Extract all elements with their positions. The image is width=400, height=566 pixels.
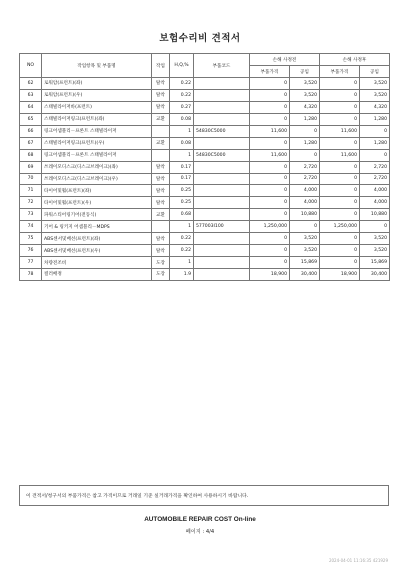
table-row xyxy=(20,221,390,233)
cell-hqs: 0.25 xyxy=(170,185,194,197)
cell-code xyxy=(194,185,250,197)
cell-item: 스태빌라이저바(프런트) xyxy=(42,101,152,113)
cell-before-part-price: 0 xyxy=(250,245,290,257)
cell-code xyxy=(194,257,250,269)
cell-item: 타이어및휠(프런트)(우) xyxy=(42,197,152,209)
cell-after-part-price: 11,600 xyxy=(320,125,360,137)
table-row xyxy=(20,245,390,257)
cell-after-part-price: 0 xyxy=(320,257,360,269)
cell-item: 로워암(프런트)(좌) xyxy=(42,78,152,90)
cell-before-part-price: 0 xyxy=(250,197,290,209)
header-code: 부품코드 xyxy=(194,54,250,78)
cell-work xyxy=(152,125,170,137)
cell-before-labor: 30,400 xyxy=(290,269,320,281)
cell-code: 577003I100 xyxy=(194,221,250,233)
header-item: 작업항목 및 부품명 xyxy=(42,54,152,78)
cell-before-part-price: 0 xyxy=(250,161,290,173)
cell-work xyxy=(152,221,170,233)
cell-item: 링크어셈블리－프론트 스태빌라이저 xyxy=(42,149,152,161)
cell-work: 도장 xyxy=(152,269,170,281)
cell-hqs: 1 xyxy=(170,221,194,233)
table-row xyxy=(20,209,390,221)
cell-before-labor: 0 xyxy=(290,221,320,233)
cell-after-labor: 2,720 xyxy=(360,173,390,185)
cell-code xyxy=(194,113,250,125)
cell-hqs: 0.22 xyxy=(170,233,194,245)
cell-after-labor: 4,320 xyxy=(360,101,390,113)
cell-after-part-price: 0 xyxy=(320,78,360,90)
cell-after-part-price: 0 xyxy=(320,113,360,125)
cell-before-labor: 15,869 xyxy=(290,257,320,269)
cell-before-part-price: 0 xyxy=(250,209,290,221)
cell-hqs: 1 xyxy=(170,125,194,137)
cell-after-part-price: 18,900 xyxy=(320,269,360,281)
cell-no: 77 xyxy=(20,257,42,269)
table-row xyxy=(20,173,390,185)
cell-before-labor: 3,520 xyxy=(290,233,320,245)
header-before-part-price: 부품가격 xyxy=(250,66,290,78)
cell-no: 75 xyxy=(20,233,42,245)
cell-hqs: 0.22 xyxy=(170,245,194,257)
cell-hqs: 0.08 xyxy=(170,113,194,125)
cell-before-part-price: 0 xyxy=(250,89,290,101)
cell-hqs: 1.9 xyxy=(170,269,194,281)
cell-work: 교환 xyxy=(152,113,170,125)
cell-after-labor: 3,520 xyxy=(360,245,390,257)
table-row xyxy=(20,233,390,245)
cell-before-labor: 4,000 xyxy=(290,197,320,209)
cell-no: 74 xyxy=(20,221,42,233)
table-row xyxy=(20,78,390,90)
cell-no: 73 xyxy=(20,209,42,221)
cell-before-labor: 0 xyxy=(290,125,320,137)
print-stamp: 2024-04-01 11:16:35 421929 xyxy=(328,558,388,563)
cell-hqs: 1 xyxy=(170,257,194,269)
header-after-part-price: 부품가격 xyxy=(320,66,360,78)
cell-work: 탈착 xyxy=(152,161,170,173)
cell-before-part-price: 0 xyxy=(250,185,290,197)
cell-work: 교환 xyxy=(152,209,170,221)
cell-code: 54830C5000 xyxy=(194,149,250,161)
cell-hqs: 0.17 xyxy=(170,161,194,173)
cell-item: ABS센서및배선(프런트)(우) xyxy=(42,245,152,257)
header-no: NO xyxy=(20,54,42,78)
cell-code xyxy=(194,173,250,185)
cell-after-labor: 0 xyxy=(360,125,390,137)
cell-after-part-price: 11,600 xyxy=(320,149,360,161)
cell-before-part-price: 1,250,000 xyxy=(250,221,290,233)
document-title: 보험수리비 견적서 xyxy=(159,33,241,44)
cell-after-part-price: 0 xyxy=(320,209,360,221)
cell-before-labor: 0 xyxy=(290,149,320,161)
cell-after-part-price: 0 xyxy=(320,89,360,101)
cell-code xyxy=(194,245,250,257)
cell-before-part-price: 0 xyxy=(250,113,290,125)
cell-before-part-price: 0 xyxy=(250,101,290,113)
header-before-labor: 공임 xyxy=(290,66,320,78)
cell-after-labor: 3,520 xyxy=(360,233,390,245)
cell-before-part-price: 11,600 xyxy=(250,149,290,161)
cell-code xyxy=(194,233,250,245)
header-after-labor: 공임 xyxy=(360,66,390,78)
cell-code xyxy=(194,101,250,113)
cell-after-labor: 1,280 xyxy=(360,113,390,125)
cell-item: ABS센서및배선(프런트)(좌) xyxy=(42,233,152,245)
cell-hqs: 1 xyxy=(170,149,194,161)
cell-before-part-price: 0 xyxy=(250,173,290,185)
cell-code xyxy=(194,78,250,90)
cell-work: 탈착 xyxy=(152,173,170,185)
cell-work: 탈착 xyxy=(152,78,170,90)
cell-after-labor: 0 xyxy=(360,149,390,161)
table-row xyxy=(20,125,390,137)
header-work: 작업 xyxy=(152,54,170,78)
cell-code xyxy=(194,89,250,101)
cell-before-labor: 3,520 xyxy=(290,89,320,101)
cell-work xyxy=(152,149,170,161)
cell-hqs: 0.08 xyxy=(170,137,194,149)
cell-hqs: 0.22 xyxy=(170,89,194,101)
price-notice: 이 견적서/청구서의 부품가격은 참고 가격이므로 거래일 기준 실거래가격을 확인하여 사용하시기 바랍니다. xyxy=(19,485,389,506)
cell-item: 쓰레이모디스크(디스크브레이크)(우) xyxy=(42,173,152,185)
cell-no: 62 xyxy=(20,78,42,90)
cell-after-labor: 30,400 xyxy=(360,269,390,281)
table-row xyxy=(20,269,390,281)
cell-no: 63 xyxy=(20,89,42,101)
cell-after-part-price: 0 xyxy=(320,173,360,185)
cell-item: 컬러배정 xyxy=(42,269,152,281)
cell-hqs: 0.68 xyxy=(170,209,194,221)
cell-code xyxy=(194,209,250,221)
cell-before-labor: 1,280 xyxy=(290,113,320,125)
cell-before-labor: 2,720 xyxy=(290,161,320,173)
cell-no: 72 xyxy=(20,197,42,209)
cell-after-labor: 2,720 xyxy=(360,161,390,173)
cell-after-part-price: 0 xyxy=(320,245,360,257)
cell-work: 교환 xyxy=(152,137,170,149)
cell-hqs: 0.25 xyxy=(170,197,194,209)
cell-after-part-price: 0 xyxy=(320,101,360,113)
cell-code xyxy=(194,161,250,173)
cell-before-labor: 4,000 xyxy=(290,185,320,197)
table-row xyxy=(20,101,390,113)
cell-code: 54830C5000 xyxy=(194,125,250,137)
cell-after-labor: 3,520 xyxy=(360,89,390,101)
cell-work: 탈착 xyxy=(152,89,170,101)
cell-before-labor: 10,880 xyxy=(290,209,320,221)
cell-work: 탈착 xyxy=(152,245,170,257)
cell-item: 스태빌라이저링크(프런트)(좌) xyxy=(42,113,152,125)
cell-after-labor: 1,280 xyxy=(360,137,390,149)
cell-before-part-price: 0 xyxy=(250,233,290,245)
cell-after-labor: 15,869 xyxy=(360,257,390,269)
cell-work: 탈착 xyxy=(152,185,170,197)
cell-before-part-price: 18,900 xyxy=(250,269,290,281)
cell-item: 링크어셈블리－프론트 스태빌라이저 xyxy=(42,125,152,137)
cell-after-part-price: 1,250,000 xyxy=(320,221,360,233)
cell-hqs: 0.17 xyxy=(170,173,194,185)
cell-no: 66 xyxy=(20,125,42,137)
table-row xyxy=(20,149,390,161)
cell-code xyxy=(194,137,250,149)
cell-work: 탈착 xyxy=(152,197,170,209)
table-row xyxy=(20,89,390,101)
cell-after-labor: 3,520 xyxy=(360,78,390,90)
cell-before-labor: 2,720 xyxy=(290,173,320,185)
cell-no: 68 xyxy=(20,149,42,161)
cell-before-labor: 1,280 xyxy=(290,137,320,149)
cell-after-part-price: 0 xyxy=(320,233,360,245)
cell-after-labor: 10,880 xyxy=(360,209,390,221)
cell-after-part-price: 0 xyxy=(320,185,360,197)
estimate-table xyxy=(19,53,390,281)
cell-item: 로워암(프런트)(우) xyxy=(42,89,152,101)
cell-code xyxy=(194,269,250,281)
cell-before-part-price: 11,600 xyxy=(250,125,290,137)
cell-no: 64 xyxy=(20,101,42,113)
cell-work: 탈착 xyxy=(152,101,170,113)
cell-after-labor: 4,000 xyxy=(360,197,390,209)
page-number: 페이지 : 4/4 xyxy=(185,529,215,535)
cell-item: 차량전조비 xyxy=(42,257,152,269)
cell-no: 67 xyxy=(20,137,42,149)
cell-after-labor: 0 xyxy=(360,221,390,233)
cell-item: 파워스티어링기어(전동식) xyxy=(42,209,152,221)
table-row xyxy=(20,257,390,269)
cell-before-part-price: 0 xyxy=(250,137,290,149)
cell-no: 69 xyxy=(20,161,42,173)
table-row xyxy=(20,185,390,197)
cell-no: 76 xyxy=(20,245,42,257)
cell-code xyxy=(194,197,250,209)
cell-item: 스태빌라이저링크(프런트)(우) xyxy=(42,137,152,149)
cell-no: 71 xyxy=(20,185,42,197)
cell-no: 78 xyxy=(20,269,42,281)
cell-work: 탈착 xyxy=(152,233,170,245)
cell-before-part-price: 0 xyxy=(250,78,290,90)
estimate-rows xyxy=(20,78,390,281)
cell-after-part-price: 0 xyxy=(320,137,360,149)
table-row xyxy=(20,137,390,149)
cell-before-labor: 3,520 xyxy=(290,245,320,257)
cell-item: 쓰레이모디스크(디스크브레이크)(좌) xyxy=(42,161,152,173)
cell-no: 65 xyxy=(20,113,42,125)
cell-after-part-price: 0 xyxy=(320,197,360,209)
table-row xyxy=(20,113,390,125)
header-after: 손해 사정후 xyxy=(320,54,390,66)
header-before: 손해 사정전 xyxy=(250,54,320,66)
cell-item: 타이어및휠(프런트)(좌) xyxy=(42,185,152,197)
cell-after-part-price: 0 xyxy=(320,161,360,173)
footer-brand: AUTOMOBILE REPAIR COST On-line xyxy=(144,516,256,523)
table-row xyxy=(20,197,390,209)
header-hqs: H,Q,% xyxy=(170,54,194,78)
cell-item: 기어 & 링키지 어셈블리－MDPS xyxy=(42,221,152,233)
cell-hqs: 0.22 xyxy=(170,78,194,90)
cell-before-labor: 3,520 xyxy=(290,78,320,90)
cell-no: 70 xyxy=(20,173,42,185)
cell-hqs: 0.27 xyxy=(170,101,194,113)
cell-after-labor: 4,000 xyxy=(360,185,390,197)
cell-before-part-price: 0 xyxy=(250,257,290,269)
table-row xyxy=(20,161,390,173)
cell-work: 도장 xyxy=(152,257,170,269)
cell-before-labor: 4,320 xyxy=(290,101,320,113)
